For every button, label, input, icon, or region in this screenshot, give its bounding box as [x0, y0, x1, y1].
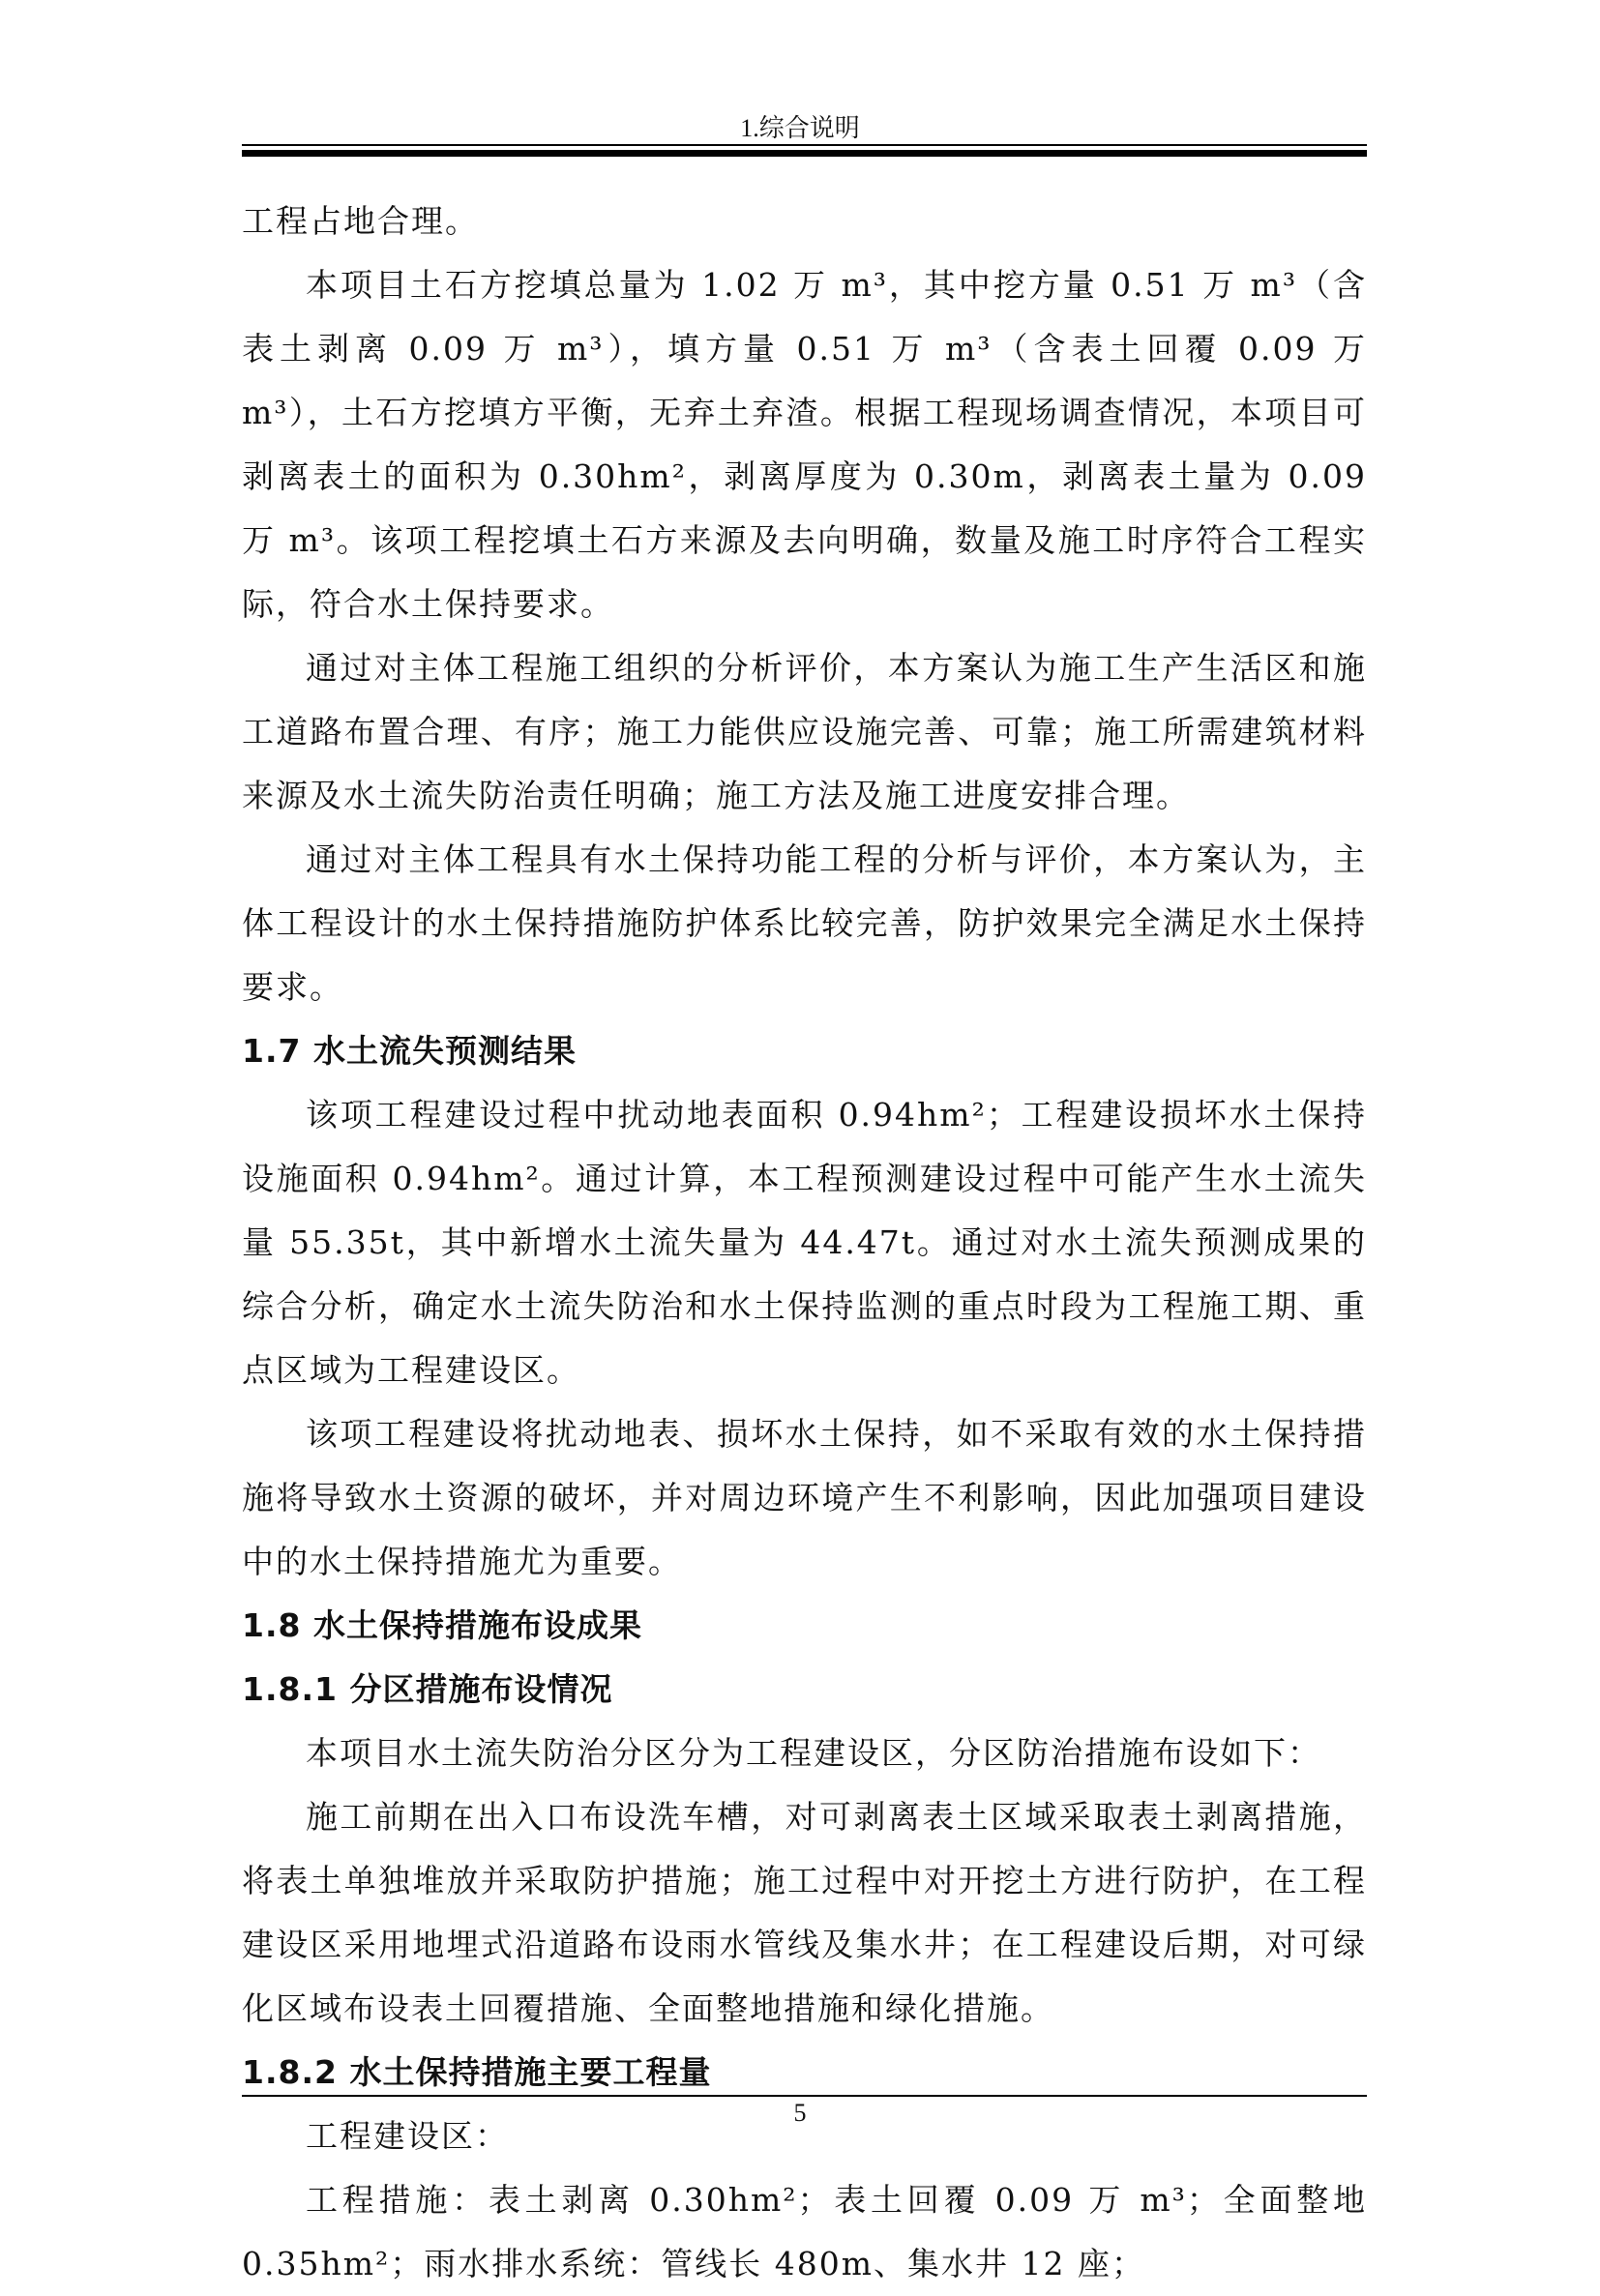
header-rule-thin	[242, 144, 1367, 146]
subsection-heading: 1.8.2 水土保持措施主要工程量	[242, 2053, 712, 2091]
paragraph: 施工前期在出入口布设洗车槽，对可剥离表土区域采取表土剥离措施，将表土单独堆放并采取防护措施；施工过程中对开挖土方进行防护，在工程建设区采用地埋式沿道路布设雨水管线及集水井；在工程建设后期，对可绿化区域布设表土回覆措施、全面整地措施和绿化措施。	[242, 1798, 1367, 2027]
paragraph: 工程占地合理。	[242, 202, 479, 240]
paragraph: 本项目土石方挖填总量为 1.02 万 m³，其中挖方量 0.51 万 m³（含表土剥离 0.09 万 m³），填方量 0.51 万 m³（含表土回覆 0.09 万 m³），土石方挖填方平衡，无弃土弃渣。根据工程现场调查情况，本项目可剥离表土的面积为 0.30hm²，剥离厚度为 0.30m，剥离表土量为 0.09 万 m³。该项工程挖填土石方来源及去向明确，数量及施工时序符合工程实际，符合水土保持要求。	[242, 266, 1367, 623]
section-heading: 1.7 水土流失预测结果	[242, 1032, 577, 1070]
paragraph: 本项目水土流失防治分区分为工程建设区，分区防治措施布设如下：	[306, 1734, 1321, 1772]
section-heading: 1.8 水土保持措施布设成果	[242, 1606, 642, 1644]
header-rule-thick	[242, 150, 1367, 157]
paragraph: 该项工程建设将扰动地表、损坏水土保持，如不采取有效的水土保持措施将导致水土资源的破坏，并对周边环境产生不利影响，因此加强项目建设中的水土保持措施尤为重要。	[242, 1415, 1367, 1580]
page-number: 5	[793, 2099, 807, 2127]
paragraph: 通过对主体工程具有水土保持功能工程的分析与评价，本方案认为，主体工程设计的水土保持措施防护体系比较完善，防护效果完全满足水土保持要求。	[242, 840, 1367, 1006]
footer-rule	[242, 2095, 1367, 2097]
paragraph: 通过对主体工程施工组织的分析评价，本方案认为施工生产生活区和施工道路布置合理、有序；施工力能供应设施完善、可靠；施工所需建筑材料来源及水土流失防治责任明确；施工方法及施工进度安排合理。	[242, 649, 1367, 814]
subsection-heading: 1.8.1 分区措施布设情况	[242, 1670, 613, 1708]
paragraph: 该项工程建设过程中扰动地表面积 0.94hm²；工程建设损坏水土保持设施面积 0.94hm²。通过计算，本工程预测建设过程中可能产生水土流失量 55.35t，其中新增水土流失量为 44.47t。通过对水土流失预测成果的综合分析，确定水土流失防治和水土保持监测的重点时段为工程施工期、重点区域为工程建设区。	[242, 1096, 1367, 1389]
page-body	[242, 190, 1367, 2296]
running-header: 1.综合说明	[740, 114, 860, 142]
paragraph: 工程建设区：	[306, 2117, 509, 2155]
paragraph: 工程措施：表土剥离 0.30hm²；表土回覆 0.09 万 m³；全面整地 0.35hm²；雨水排水系统：管线长 480m、集水井 12 座；	[242, 2181, 1367, 2282]
